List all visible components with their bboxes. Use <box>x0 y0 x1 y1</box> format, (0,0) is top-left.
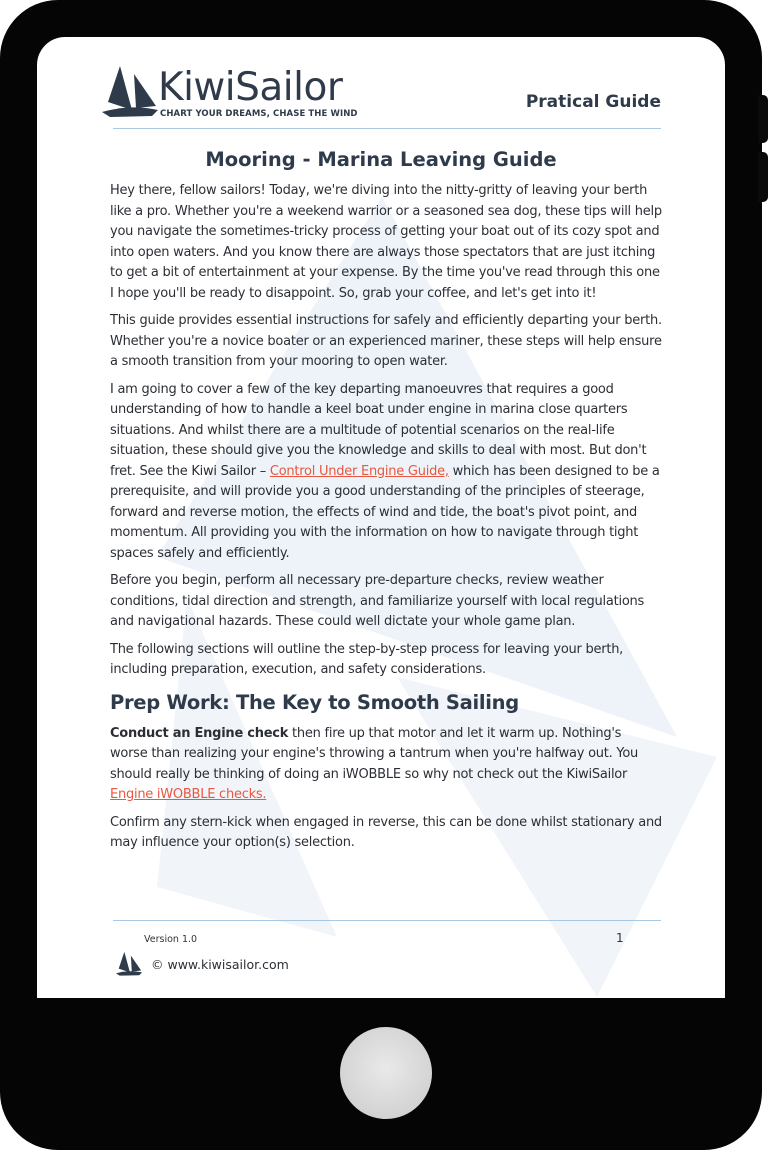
brand-tagline: CHART YOUR DREAMS, CHASE THE WIND <box>160 109 358 119</box>
footer-logo-icon <box>115 949 143 979</box>
engine-check-paragraph: Conduct an Engine check then fire up that motor and let it warm up. Nothing's worse than realizing your engine's throwing a tantrum when you're halfway out. You should really be thinking of doing an iWOBBLE so why not check out the KiwiSailor Engine iWOBBLE checks. <box>110 725 639 802</box>
intro-paragraph: Hey there, fellow sailors! Today, we're diving into the nitty-gritty of leaving your berth like a pro. Whether you're a weekend warrior or a seasoned sea dog, these tips will help you navigate the sometimes-tricky process of getting your boat out of its cozy spot and into open waters. And you know there are always those spectators that are just itching to get a bit of entertainment at your expense. By the time you've read through this one I hope you'll be ready to disappoint. So, grab your coffee, and let's get into it! <box>110 183 662 301</box>
page-number: 1 <box>616 931 624 945</box>
version-label: Version 1.0 <box>144 934 198 945</box>
page-title: Mooring - Marina Leaving Guide <box>205 148 557 171</box>
document-type-label: Pratical Guide <box>525 92 661 112</box>
document-body <box>110 181 662 861</box>
manoeuvres-paragraph: I am going to cover a few of the key departing manoeuvres that requires a good understanding of how to handle a keel boat under engine in marina close quarters situations. And whilst there are a multitude of potential scenarios on the real-life situation, these should give you the knowledge and skills to deal with most. But don't fret. See the Kiwi Sailor – Control Under Engine Guide, which has been designed to be a prerequisite, and will provide you a good understanding of the principles of steerage, forward and reverse motion, the effects of wind and tide, the boat's pivot point, and momentum. All providing you with the information on how to navigate through tight spaces safely and efficiently. <box>110 381 660 561</box>
section-heading: Prep Work: The Key to Smooth Sailing <box>110 690 519 714</box>
purpose-paragraph: This guide provides essential instructions for safely and efficiently departing your berth. Whether you're a novice boater or an experienced mariner, these steps will help ensure a smooth transition from your mooring to open water. <box>110 313 662 369</box>
sections-overview-paragraph: The following sections will outline the step-by-step process for leaving your berth, including preparation, execution, and safety considerations. <box>110 641 624 677</box>
website-url: © www.kiwisailor.com <box>151 957 289 972</box>
kiwisailor-logo-icon <box>100 64 160 120</box>
brand-name: KiwiSailor <box>158 65 343 110</box>
tablet-screen <box>37 37 725 998</box>
home-button[interactable] <box>340 1027 432 1119</box>
volume-button <box>758 95 768 143</box>
pre-departure-paragraph: Before you begin, perform all necessary pre-departure checks, review weather conditions, tidal direction and strength, and familiarize yourself with local regulations and navigational hazards. These could well dictate your whole game plan. <box>110 573 645 629</box>
stern-kick-paragraph: Confirm any stern-kick when engaged in reverse, this can be done whilst stationary and may influence your option(s) selection. <box>110 814 662 850</box>
footer-divider <box>113 920 661 921</box>
control-under-engine-guide-link[interactable]: Control Under Engine Guide, <box>269 463 449 479</box>
header-divider <box>113 128 661 129</box>
power-button <box>758 152 768 202</box>
engine-iwobble-checks-link[interactable]: Engine iWOBBLE checks. <box>110 787 267 802</box>
